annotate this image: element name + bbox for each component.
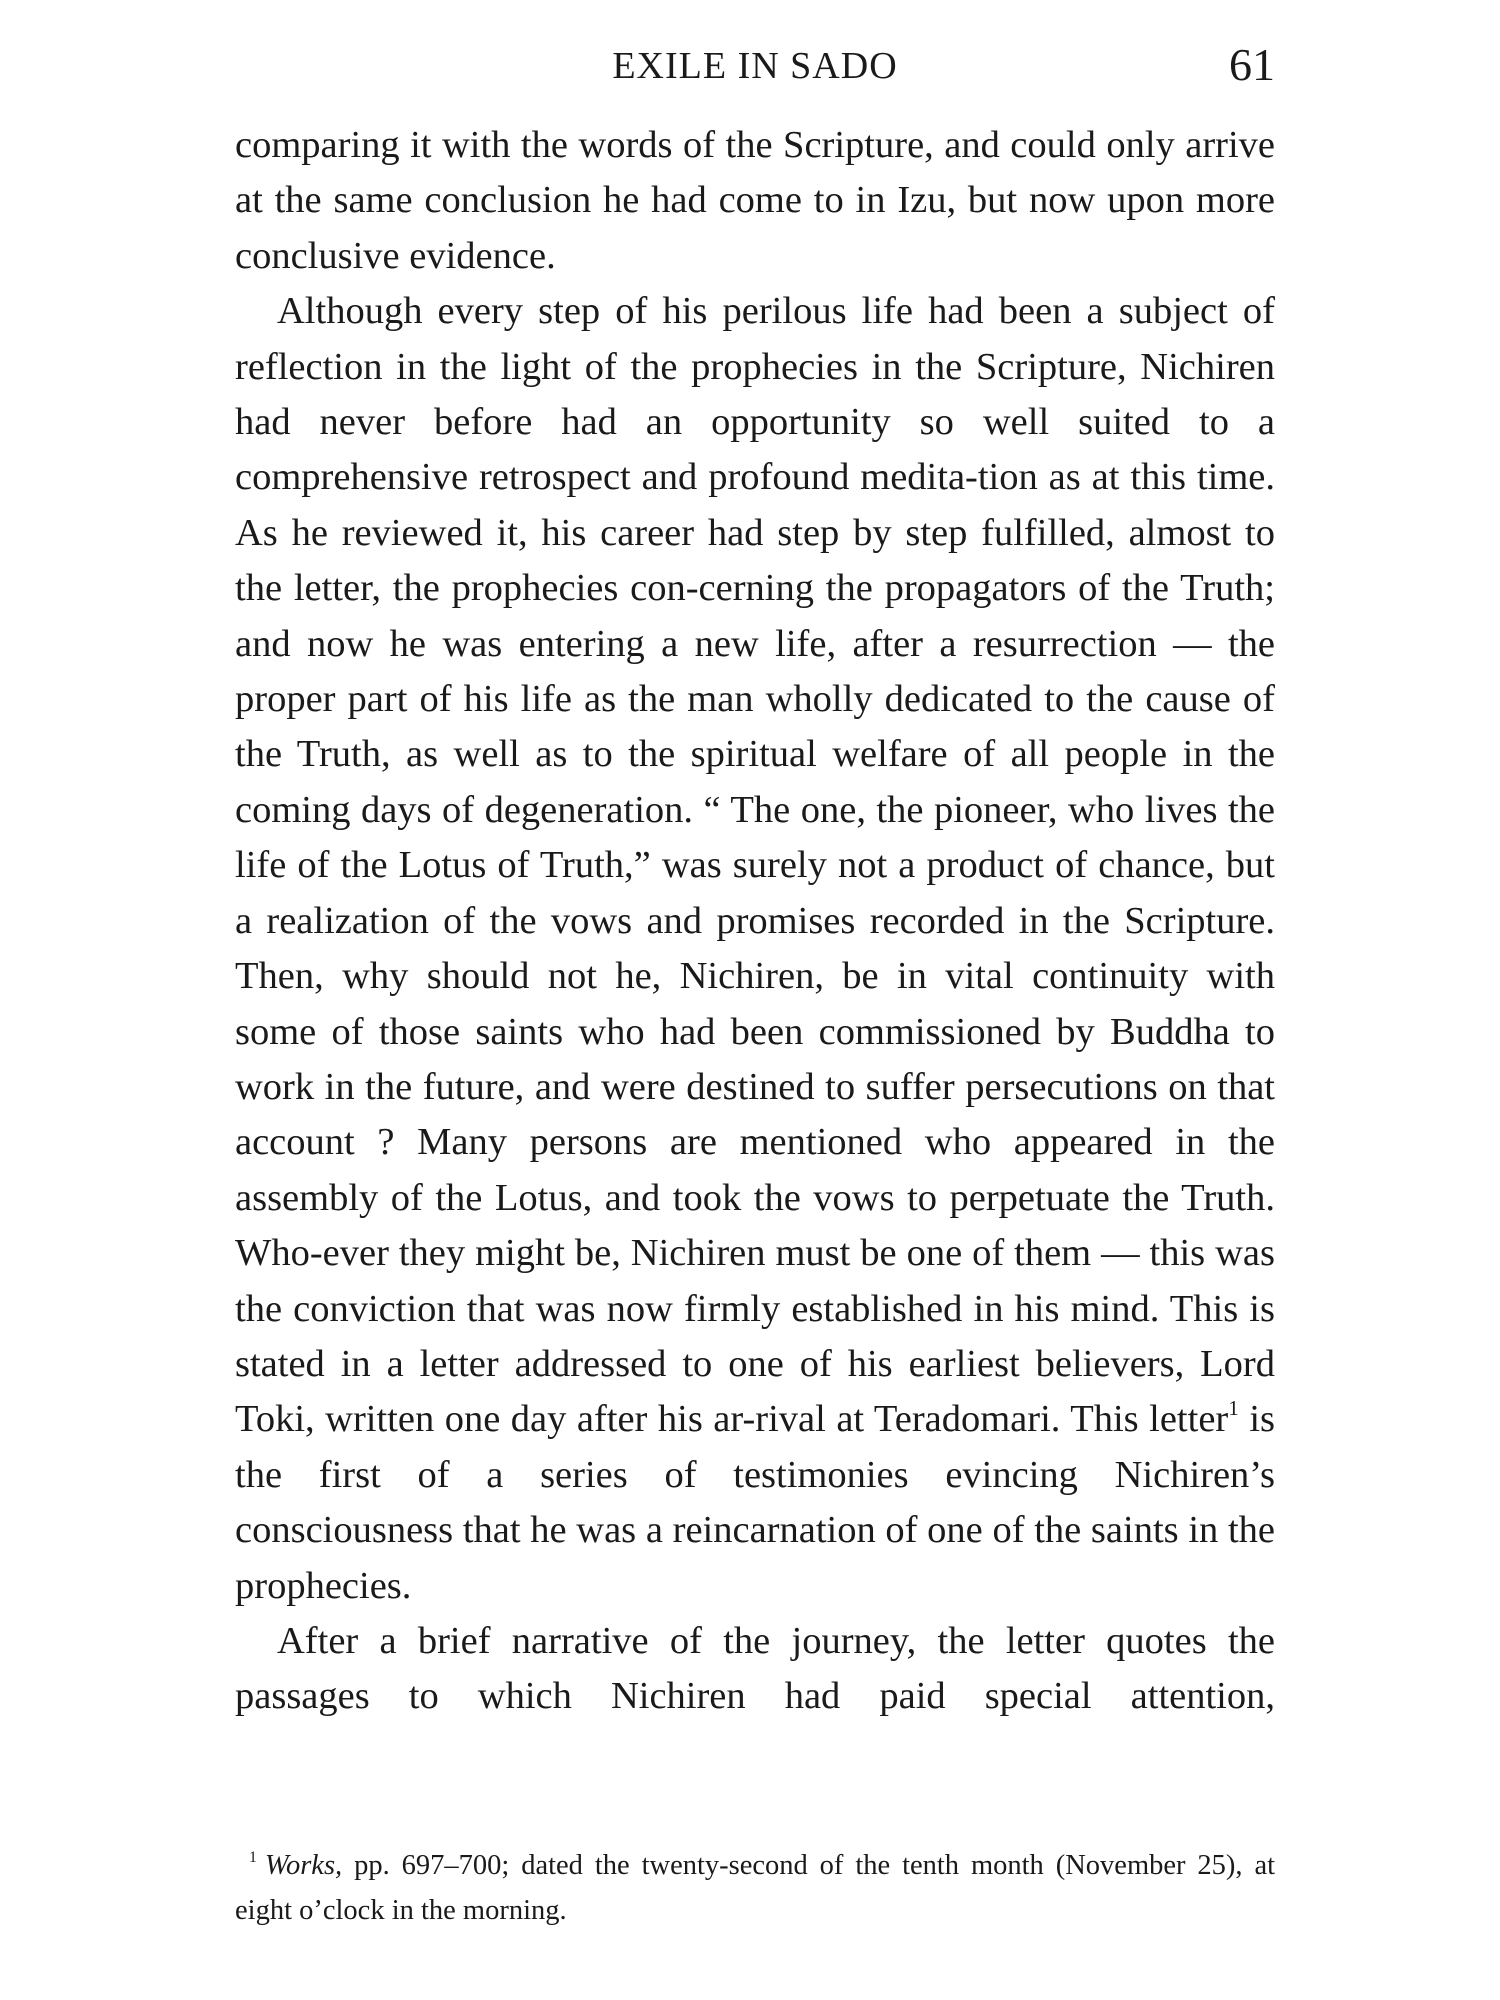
paragraph-2-text-b: is the first of a series of testimonies evincing Nichiren’s consciousness that he was a reincarnation of one of the saints in the prophecies. [235,1398,1276,1607]
paragraph-3: After a brief narrative of the journey, the letter quotes the passages to which Nichiren had paid special attention, [235,1619,1275,1718]
body-text [235,118,1275,1725]
paragraph-2 [235,284,1275,1614]
paragraph-2-text-a: Although every step of his perilous life had been a subject of reflection in the light of the prophecies in the Scripture, Nichiren had never before had an opportunity so well suited to a comprehensive retrospect and profound medita-tion as at this time. As he reviewed it, his career had step by step fulfilled, almost to the letter, the prophecies con-cerning the propagators of the Truth; and now he was entering a new life, after a resurrection — the proper part of his life as the man wholly dedicated to the cause of the Truth, as well as to the spiritual welfare of all people in the coming days of degeneration. “ The one, the pioneer, who lives the life of the Lotus of Truth,” was surely not a product of chance, but a realization of the vows and promises recorded in the Scripture. Then, why should not he, Nichiren, be in vital continuity with some of those saints who had been commissioned by Buddha to work in the future, and were destined to suffer persecutions on that account ? Many persons are mentioned who appeared in the assembly of the Lotus, and took the vows to perpetuate the Truth. Who-ever they might be, Nichiren must be one of them — this was the conviction that was now firmly established in his mind. This is stated in a letter addressed to one of his earliest believers, Lord Toki, written one day after his ar-rival at Teradomari. This letter [235,290,1275,1441]
footnote-work-title: Works, [264,1850,343,1881]
paragraph-1: comparing it with the words of the Scripture, and could only arrive at the same conclusion he had come to in Izu, but now upon more conclusive evidence. [235,124,1275,277]
footnote-text: pp. 697–700; dated the twenty-second of the tenth month (November 25), at eight o’clock in the morning. [235,1850,1276,1926]
footnote-reference: 1 [1228,1396,1239,1421]
footnote-marker: 1 [249,1849,257,1867]
running-head [235,38,1275,98]
running-title: EXILE IN SADO [612,45,898,87]
page-number: 61 [1229,39,1275,90]
footnote [235,1843,1275,1933]
footnote-1 [235,1843,1275,1933]
book-page [235,0,1275,2000]
